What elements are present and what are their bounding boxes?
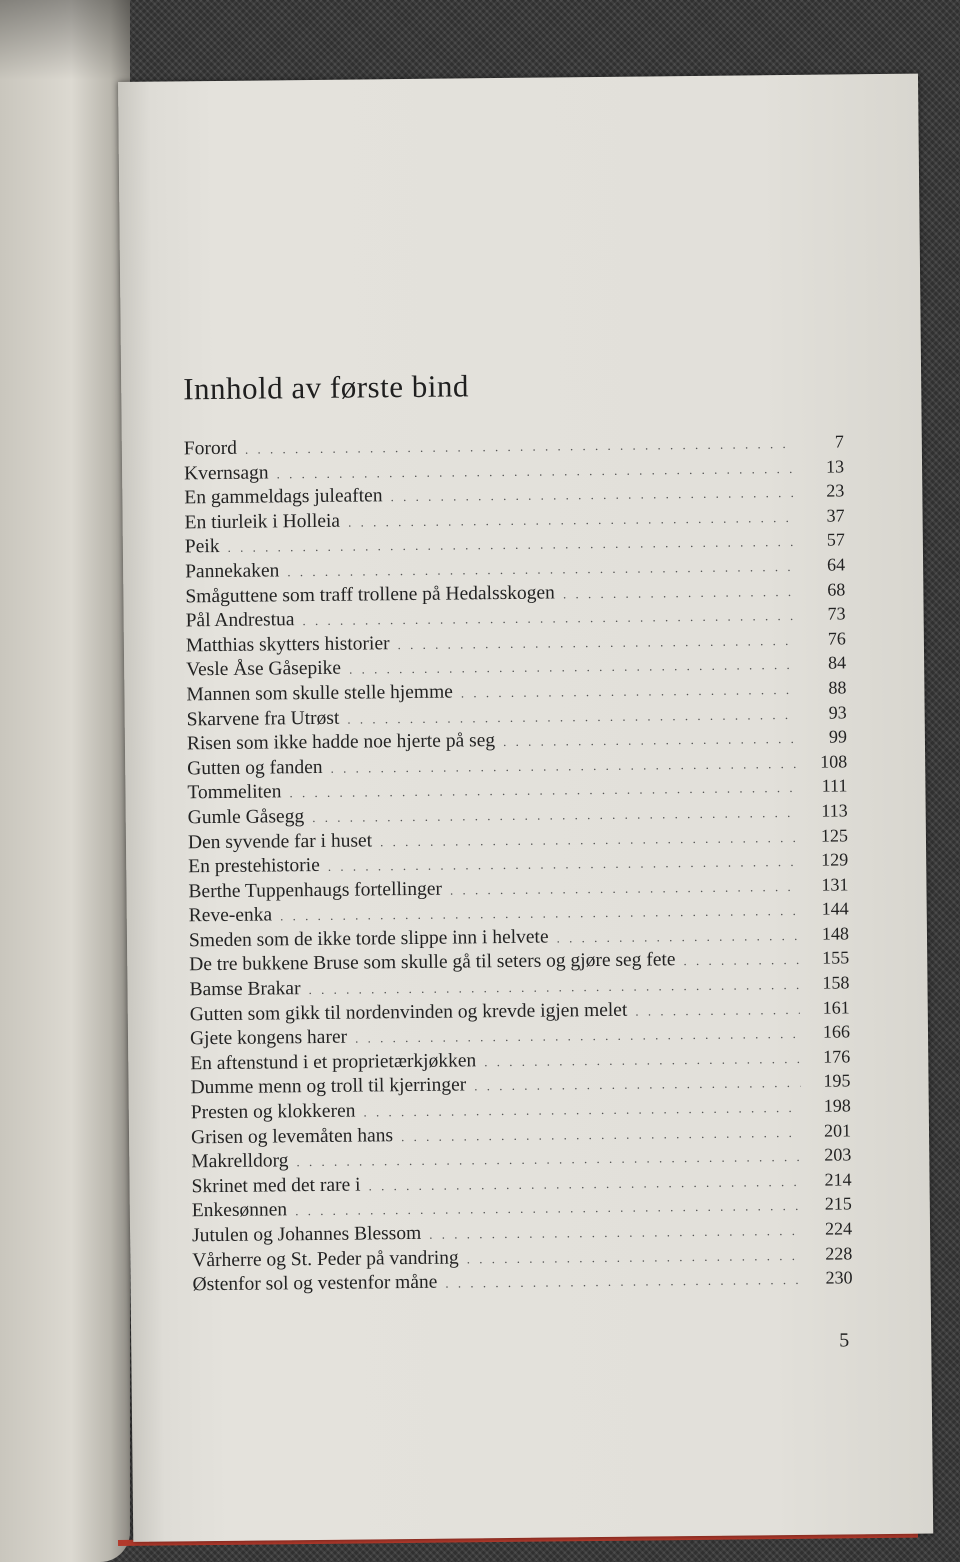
toc-entry-page: 84 xyxy=(828,652,847,673)
toc-entry-page: 57 xyxy=(826,529,845,550)
toc-entry-page: 129 xyxy=(821,849,849,870)
book-page xyxy=(118,74,933,1542)
toc-entry-page: 131 xyxy=(821,874,849,895)
toc-entry-page: 166 xyxy=(822,1021,851,1042)
dot-leader xyxy=(348,510,795,531)
toc-entry-page: 93 xyxy=(828,701,847,723)
toc-entry-page: 158 xyxy=(822,972,850,993)
dot-leader xyxy=(474,1075,800,1094)
dot-leader xyxy=(683,952,799,969)
dot-leader xyxy=(635,1002,800,1020)
dot-leader xyxy=(331,756,798,777)
toc-entry-page: 148 xyxy=(821,923,850,944)
toc-entry-page: 228 xyxy=(825,1242,853,1264)
table-of-contents xyxy=(184,431,853,1299)
toc-entry-title: En tiurleik i Holleia xyxy=(184,510,341,534)
toc-entry-title: En aftenstund i et proprietærkjøkken xyxy=(190,1050,477,1075)
toc-entry-title: Gjete kongens harer xyxy=(189,1026,348,1050)
dot-leader xyxy=(227,534,794,556)
dot-leader xyxy=(390,485,794,505)
dot-leader xyxy=(557,928,800,947)
toc-entry-page: 161 xyxy=(822,997,850,1018)
dot-leader xyxy=(328,854,799,875)
dot-leader xyxy=(368,1174,801,1195)
toc-entry-title: Enkesønnen xyxy=(191,1199,288,1222)
toc-entry-title: Makrelldorg xyxy=(191,1150,289,1173)
toc-entry-page: 73 xyxy=(827,603,846,624)
dot-leader xyxy=(445,1272,802,1292)
dot-leader xyxy=(280,903,799,924)
dot-leader xyxy=(355,1026,800,1047)
toc-entry-page: 203 xyxy=(824,1144,852,1165)
dot-leader xyxy=(429,1223,802,1243)
dot-leader xyxy=(467,1247,803,1267)
dot-leader xyxy=(380,829,798,849)
toc-entry-title: En prestehistorie xyxy=(188,855,320,878)
dot-leader xyxy=(289,780,797,801)
toc-entry-title: Gumle Gåsegg xyxy=(187,805,305,829)
toc-entry-title: Smeden som de ikke torde slippe inn i helvete xyxy=(188,926,549,952)
dot-leader xyxy=(245,436,794,458)
toc-entry-title: Skarvene fra Utrøst xyxy=(186,707,340,730)
toc-entry-page: 64 xyxy=(826,554,846,575)
toc-entry-title: Reve-enka xyxy=(188,904,273,927)
toc-entry-title: Forord xyxy=(183,437,238,460)
toc-entry-title: Kvernsagn xyxy=(183,462,269,484)
dot-leader xyxy=(295,1198,802,1219)
toc-entry-page: 113 xyxy=(821,800,848,821)
toc-entry-title: Presten og klokkeren xyxy=(190,1100,356,1124)
left-page xyxy=(0,0,130,1562)
toc-entry-title: Risen som ikke hadde noe hjerte på seg xyxy=(186,730,496,755)
toc-entry-page: 68 xyxy=(827,578,846,600)
toc-entry-title: Småguttene som traff trollene på Hedalsskogen xyxy=(185,582,555,607)
toc-entry-title: Grisen og levemåten hans xyxy=(190,1124,394,1148)
toc-entry-page: 108 xyxy=(820,751,848,772)
dot-leader xyxy=(484,1051,800,1070)
toc-entry-title: Østenfor sol og vestenfor måne xyxy=(192,1271,438,1296)
toc-entry-page: 111 xyxy=(821,775,848,796)
toc-entry-page: 198 xyxy=(823,1095,851,1116)
toc-entry-page: 7 xyxy=(834,431,844,452)
toc-entry-page: 155 xyxy=(822,947,850,969)
toc-entry-title: De tre bukkene Bruse som skulle gå til seters og gjøre seg fete xyxy=(189,949,676,976)
toc-entry-title: Matthias skytters historier xyxy=(185,632,390,657)
toc-entry-title: Pannekaken xyxy=(185,560,280,583)
toc-entry-page: 224 xyxy=(824,1218,853,1239)
toc-entry-title: En gammeldags juleaften xyxy=(184,485,383,509)
dot-leader xyxy=(563,583,796,601)
dot-leader xyxy=(312,805,798,826)
toc-entry-page: 76 xyxy=(827,628,846,649)
dot-leader xyxy=(397,633,796,653)
dot-leader xyxy=(450,879,799,899)
dot-leader xyxy=(296,1149,801,1170)
toc-entry-page: 201 xyxy=(823,1120,852,1141)
left-page-shadow xyxy=(0,0,130,80)
toc-entry-title: Peik xyxy=(184,536,220,558)
toc-entry-page: 215 xyxy=(824,1193,852,1215)
dot-leader xyxy=(461,682,797,702)
toc-entry-title: Bamse Brakar xyxy=(189,978,301,1001)
toc-entry-title: Dumme menn og troll til kjerringer xyxy=(190,1074,467,1099)
dot-leader xyxy=(308,977,799,998)
toc-entry-title: Vårherre og St. Peder på vandring xyxy=(192,1247,459,1271)
dot-leader xyxy=(503,731,797,750)
toc-heading: Innhold av første bind xyxy=(183,368,470,407)
toc-entry-title: Gutten som gikk til nordenvinden og krevde igjen melet xyxy=(189,999,628,1025)
toc-entry-title: Tommeliten xyxy=(187,781,282,804)
toc-entry-title: Mannen som skulle stelle hjemme xyxy=(186,681,453,706)
dot-leader xyxy=(302,608,795,629)
toc-entry-title: Skrinet med det rare i xyxy=(191,1174,361,1198)
toc-entry-title: Den syvende far i huset xyxy=(187,829,373,853)
toc-entry-page: 13 xyxy=(825,456,845,477)
toc-entry-page: 23 xyxy=(826,480,845,501)
toc-entry-title: Gutten og fanden xyxy=(187,756,323,780)
dot-leader xyxy=(363,1100,801,1121)
toc-entry-title: Jutulen og Johannes Blessom xyxy=(191,1222,422,1247)
dot-leader xyxy=(349,657,796,678)
dot-leader xyxy=(401,1125,801,1145)
toc-entry-page: 144 xyxy=(821,898,849,919)
toc-entry-title: Berthe Tuppenhaugs fortellinger xyxy=(188,878,443,902)
toc-entry-title: Pål Andrestua xyxy=(185,609,295,632)
toc-entry-title: Vesle Åse Gåsepike xyxy=(186,658,342,681)
toc-entry-page: 99 xyxy=(828,726,847,747)
toc-entry-page: 195 xyxy=(823,1070,851,1092)
toc-entry-page: 88 xyxy=(828,677,847,698)
toc-entry-page: 176 xyxy=(823,1046,851,1067)
toc-entry-page: 230 xyxy=(825,1267,853,1288)
toc-entry-page: 125 xyxy=(820,824,849,846)
toc-entry-page: 37 xyxy=(826,505,845,526)
dot-leader xyxy=(287,559,795,580)
toc-entry-page: 214 xyxy=(824,1169,852,1190)
page-number: 5 xyxy=(839,1329,850,1352)
dot-leader xyxy=(347,706,796,727)
dot-leader xyxy=(277,461,795,482)
